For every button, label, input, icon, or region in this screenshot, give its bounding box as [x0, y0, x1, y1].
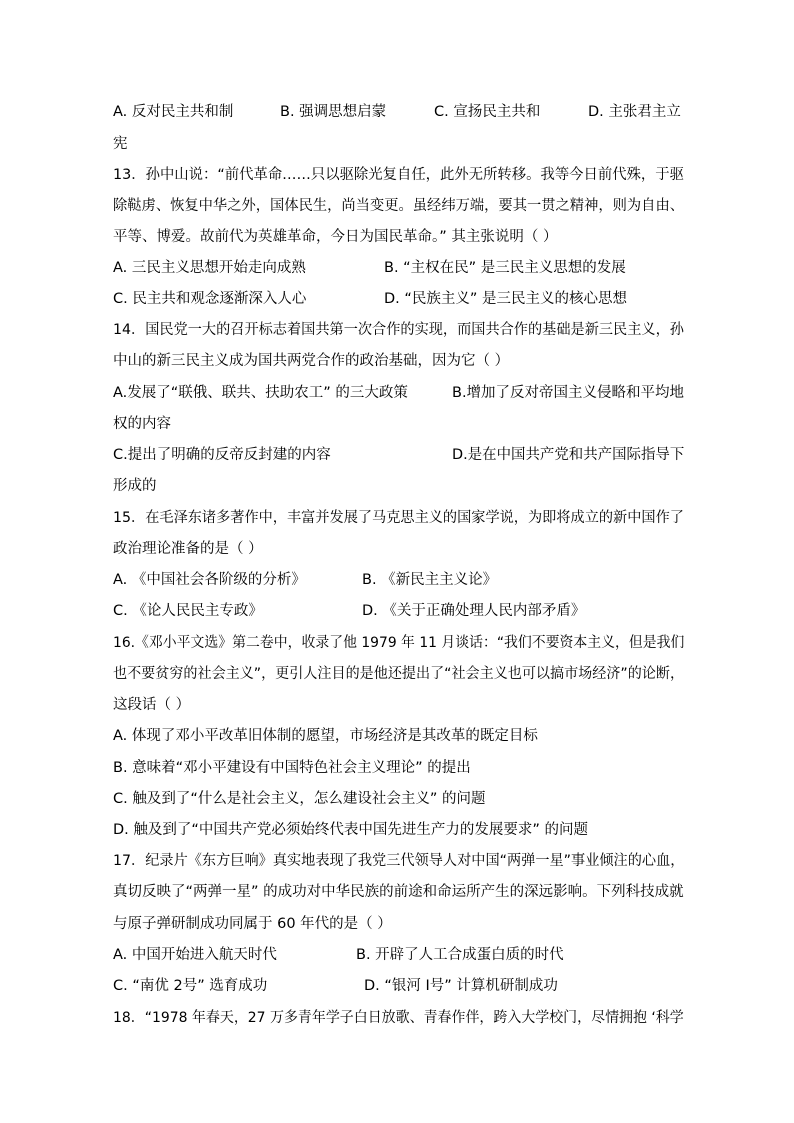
q14-option-d: D.是在中国共产党和共产国际指导下: [452, 447, 685, 463]
q17-option-a: A. 中国开始进入航天时代: [113, 947, 277, 963]
q16-option-d: D. 触及到了“中国共产党必须始终代表中国先进生产力的发展要求” 的问题: [113, 822, 589, 838]
q14-stem-line-2: 中山的新三民主义成为国共两党合作的政治基础，因为它（ ）: [113, 353, 510, 369]
q13-stem-line-3: 平等、博爱。故前代为英雄革命，今日为国民革命。” 其主张说明（ ）: [113, 229, 558, 245]
q15-option-c: C. 《论人民民主专政》: [113, 603, 263, 619]
q14-option-b: B.增加了反对帝国主义侵略和平均地: [452, 385, 685, 401]
q16-option-a: A. 体现了邓小平改革旧体制的愿望，市场经济是其改革的既定目标: [113, 728, 538, 744]
q16-option-c: C. 触及到了“什么是社会主义，怎么建设社会主义” 的问题: [113, 791, 486, 807]
q16-stem-line-3: 这段话（ ）: [113, 697, 191, 713]
q17-stem-line-3: 与原子弹研制成功同属于 60 年代的是（ ）: [113, 916, 392, 932]
q17-option-b: B. 开辟了人工合成蛋白质的时代: [356, 947, 564, 963]
q15-option-d: D. 《关于正确处理人民内部矛盾》: [362, 603, 586, 619]
q17-option-d: D. “银河 Ⅰ号” 计算机研制成功: [364, 978, 558, 994]
q14-stem-line-1: 14．国民党一大的召开标志着国共第一次合作的实现，而国共合作的基础是新三民主义，孙: [113, 322, 684, 338]
q15-option-b: B. 《新民主主义论》: [362, 572, 498, 588]
q13-option-c: C. 民主共和观念逐渐深入人心: [113, 291, 307, 307]
q13-stem-line-1: 13．孙中山说：“前代革命……只以驱除光复自任，此外无所转移。我等今日前代殊，于驱: [113, 167, 684, 183]
q13-option-b: B. “主权在民” 是三民主义思想的发展: [384, 260, 626, 276]
q18-stem-line-1: 18．“1978 年春天，27 万多青年学子白日放歌、青春作伴，跨入大学校门，尽情拥抱 ‘科学: [113, 1010, 684, 1026]
q13-option-d: D. “民族主义” 是三民主义的核心思想: [384, 291, 628, 307]
q13-stem-line-2: 除鞑虏、恢复中华之外，国体民生，尚当变更。虽经纬万端，要其一贯之精神，则为自由、: [113, 198, 685, 214]
q17-stem-line-2: 真切反映了“两弹一星” 的成功对中华民族的前途和命运所产生的深远影响。下列科技成就: [113, 884, 684, 900]
q14-option-c: C.提出了明确的反帝反封建的内容: [113, 447, 331, 463]
q12-option-a: A. 反对民主共和制: [113, 104, 234, 120]
q15-stem-line-2: 政治理论准备的是（ ）: [113, 541, 263, 557]
q17-stem-line-1: 17．纪录片《东方巨响》真实地表现了我党三代领导人对中国“两弹一星”事业倾注的心血，: [113, 853, 685, 869]
q15-option-a: A. 《中国社会各阶级的分析》: [113, 572, 306, 588]
q12-option-d: D. 主张君主立: [588, 104, 681, 120]
q16-stem-line-1: 16.《邓小平文选》第二卷中，收录了他 1979 年 11 月谈话：“我们不要资本主义，但是我们: [113, 635, 685, 651]
q15-stem-line-1: 15．在毛泽东诸多著作中，丰富并发展了马克思主义的国家学说，为即将成立的新中国作了: [113, 510, 684, 526]
q13-option-a: A. 三民主义思想开始走向成熟: [113, 260, 306, 276]
q17-option-c: C. “南优 2号” 选育成功: [113, 978, 268, 994]
q14-option-b-continued: 权的内容: [113, 416, 171, 432]
q12-option-c: C. 宣扬民主共和: [434, 104, 541, 120]
q16-stem-line-2: 也不要贫穷的社会主义”，更引人注目的是他还提出了“社会主义也可以搞市场经济”的论断，: [113, 666, 685, 682]
q12-option-b: B. 强调思想启蒙: [280, 104, 387, 120]
q14-option-d-continued: 形成的: [113, 478, 157, 494]
q14-option-a: A.发展了“联俄、联共、扶助农工” 的三大政策: [113, 385, 408, 401]
q16-option-b: B. 意味着“邓小平建设有中国特色社会主义理论” 的提出: [113, 760, 471, 776]
q12-option-d-continued: 宪: [113, 136, 128, 152]
